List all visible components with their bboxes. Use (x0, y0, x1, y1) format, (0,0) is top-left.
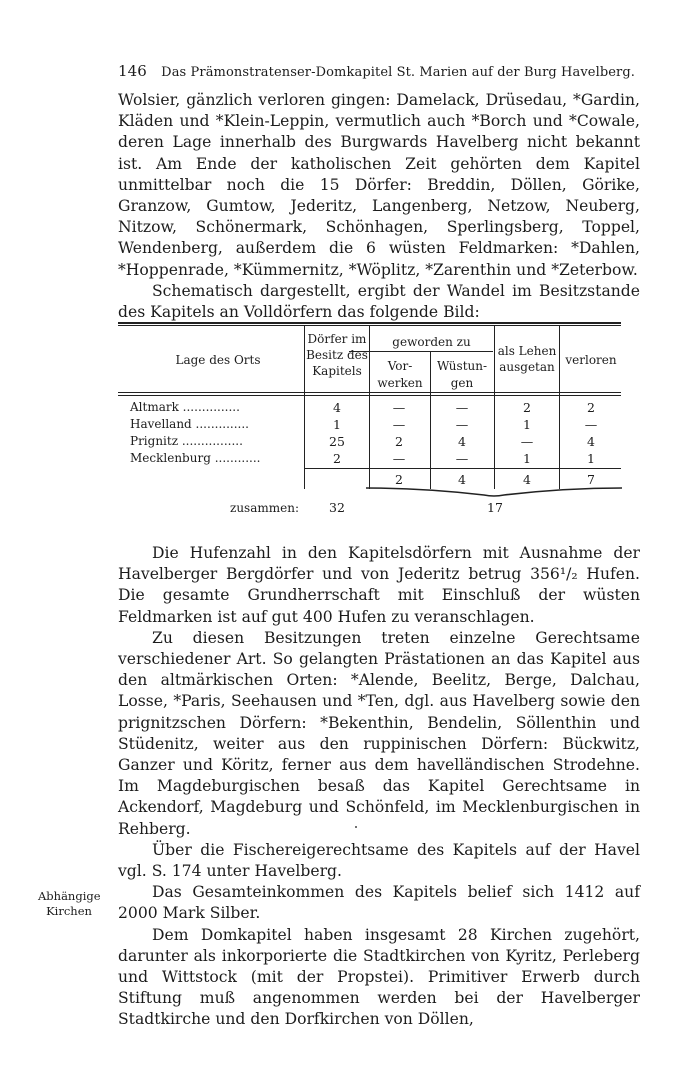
vline-5 (559, 326, 560, 489)
paragraph-2: Schematisch dargestellt, ergibt der Wandel im Besitzstande des Kapitels an Volldörfern das folgende Bild: (118, 281, 640, 322)
cell-lehen: — (520, 434, 534, 449)
cell-lehen: 2 (523, 400, 531, 415)
header-wuest-2: gen (450, 376, 474, 390)
margin-note: Abhängige Kirchen (38, 889, 101, 918)
header-doerfer-1: Dörfer im (307, 332, 367, 346)
sum-vorwerken: 2 (395, 472, 403, 487)
header-vor-1: Vor- (387, 359, 413, 373)
paragraph-7: Dem Domkapitel haben insgesamt 28 Kirchen zugehört, darunter als inkorporierte die Stadtkirchen von Kyritz, Perleberg und Wittstock (mit der Propstei). Primitiver Erwerb durch Stiftung muß angenommen werden bei der Havelberger Stadtkirche und den Dorfkirchen von Döllen, (118, 925, 640, 1029)
zusammen-rest: 17 (487, 500, 503, 515)
cell-wuestungen: 4 (458, 434, 466, 449)
possession-table (118, 322, 640, 522)
header-doerfer-2: Besitz des (306, 348, 368, 362)
cell-wuestungen: — (455, 417, 469, 432)
geworden-rule (349, 351, 493, 352)
sum-lehen: 4 (523, 472, 531, 487)
running-title: Das Prämonstratenser-Domkapitel St. Marien auf der Burg Havelberg. (161, 65, 636, 80)
cell-vorwerken: — (392, 400, 406, 415)
cell-doerfer: 2 (333, 451, 341, 466)
table-sum-rule (304, 468, 621, 469)
paragraph-3: Die Hufenzahl in den Kapitelsdörfern mit Ausnahme der Havelberger Bergdörfer und von Jederitz betrug 356¹/₂ Hufen. Die gesamte Grundherrschaft mit Einschluß der wüsten Feldmarken ist auf gut 400 Hufen zu veranschlagen. (118, 544, 640, 626)
sum-wuestungen: 4 (458, 472, 466, 487)
paragraph-5: Über die Fischereigerechtsame des Kapitels auf der Havel vgl. S. 174 unter Havelberg. (118, 840, 640, 881)
ink-speck (355, 826, 357, 828)
header-doerfer-3: Kapitels (312, 364, 362, 378)
header-lehen-1: als Lehen (497, 344, 557, 358)
header-geworden: geworden zu (392, 335, 471, 349)
text-block-top (118, 90, 640, 323)
zusammen-doerfer: 32 (329, 500, 345, 515)
header-lehen-2: ausgetan (499, 360, 555, 374)
header-vor-2: werken (377, 376, 423, 390)
cell-doerfer: 25 (329, 434, 345, 449)
cell-doerfer: 1 (333, 417, 341, 432)
vline-1 (304, 326, 305, 489)
cell-lehen: 1 (523, 417, 531, 432)
header-verloren: verloren (565, 353, 617, 367)
row-label-havelland: Havelland .............. (130, 417, 249, 431)
cell-wuestungen: — (455, 400, 469, 415)
cell-verloren: 4 (587, 434, 595, 449)
running-head (118, 62, 640, 80)
paragraph-1: Wolsier, gänzlich verloren gingen: Damelack, Drüsedau, *Gardin, Kläden und *Klein-Leppin, vermutlich auch *Borch und *Cowale, deren Lage innerhalb des Burgwards Havelberg nicht bekannt ist. Am Ende der katholischen Zeit gehörten dem Kapitel unmittelbar noch die 15 Dörfer: Breddin, Döllen, Görike, Granzow, Gumtow, Jederitz, Langenberg, Netzow, Neuberg, Nitzow, Schönermark, Schönhagen, Sperlingsberg, Toppel, Wendenberg, außerdem die 6 wüsten Feldmarken: *Dahlen, *Hoppenrade, *Kümmernitz, *Wöplitz, *Zarenthin und *Zeterbow. (118, 91, 640, 279)
page-number: 146 (118, 62, 147, 80)
paragraph-6: Das Gesamteinkommen des Kapitels belief sich 1412 auf 2000 Mark Silber. (118, 883, 640, 923)
paragraph-4: Zu diesen Besitzungen treten einzelne Gerechtsame verschiedener Art. So gelangten Prästationen an das Kapitel aus den altmärkischen Orten: *Alende, Beelitz, Berge, Dalchau, Losse, *Paris, Seehausen und *Ten, dgl. aus Havelberg sowie den prignitzschen Dörfern: *Bekenthin, Bendelin, Söllenthin und Stüdenitz, weiter aus den ruppinischen Dörfern: Bückwitz, Ganzer und Köritz, ferner aus dem havelländischen Strodehne. Im Magdeburgischen besaß das Kapitel Gerechtsame in Ackendorf, Magdeburg und Schönfeld, im Mecklenburgischen in Rehberg. (118, 628, 640, 838)
row-label-mecklenburg: Mecklenburg ............ (130, 451, 261, 465)
header-lage: Lage des Orts (175, 353, 261, 367)
curly-brace (364, 485, 624, 501)
cell-vorwerken: — (392, 417, 406, 432)
cell-vorwerken: 2 (395, 434, 403, 449)
table-top-rule (118, 322, 621, 324)
header-wuest-1: Wüstun- (436, 359, 488, 373)
cell-vorwerken: — (392, 451, 406, 466)
sum-verloren: 7 (587, 472, 595, 487)
vline-2 (369, 326, 370, 489)
cell-verloren: — (584, 417, 598, 432)
cell-verloren: 1 (587, 451, 595, 466)
row-label-altmark: Altmark ............... (130, 400, 240, 414)
zusammen-label: zusammen: (230, 501, 299, 515)
cell-lehen: 1 (523, 451, 531, 466)
cell-verloren: 2 (587, 400, 595, 415)
text-block-bottom (118, 543, 640, 1031)
cell-doerfer: 4 (333, 400, 341, 415)
row-label-prignitz: Prignitz ................ (130, 434, 243, 448)
cell-wuestungen: — (455, 451, 469, 466)
